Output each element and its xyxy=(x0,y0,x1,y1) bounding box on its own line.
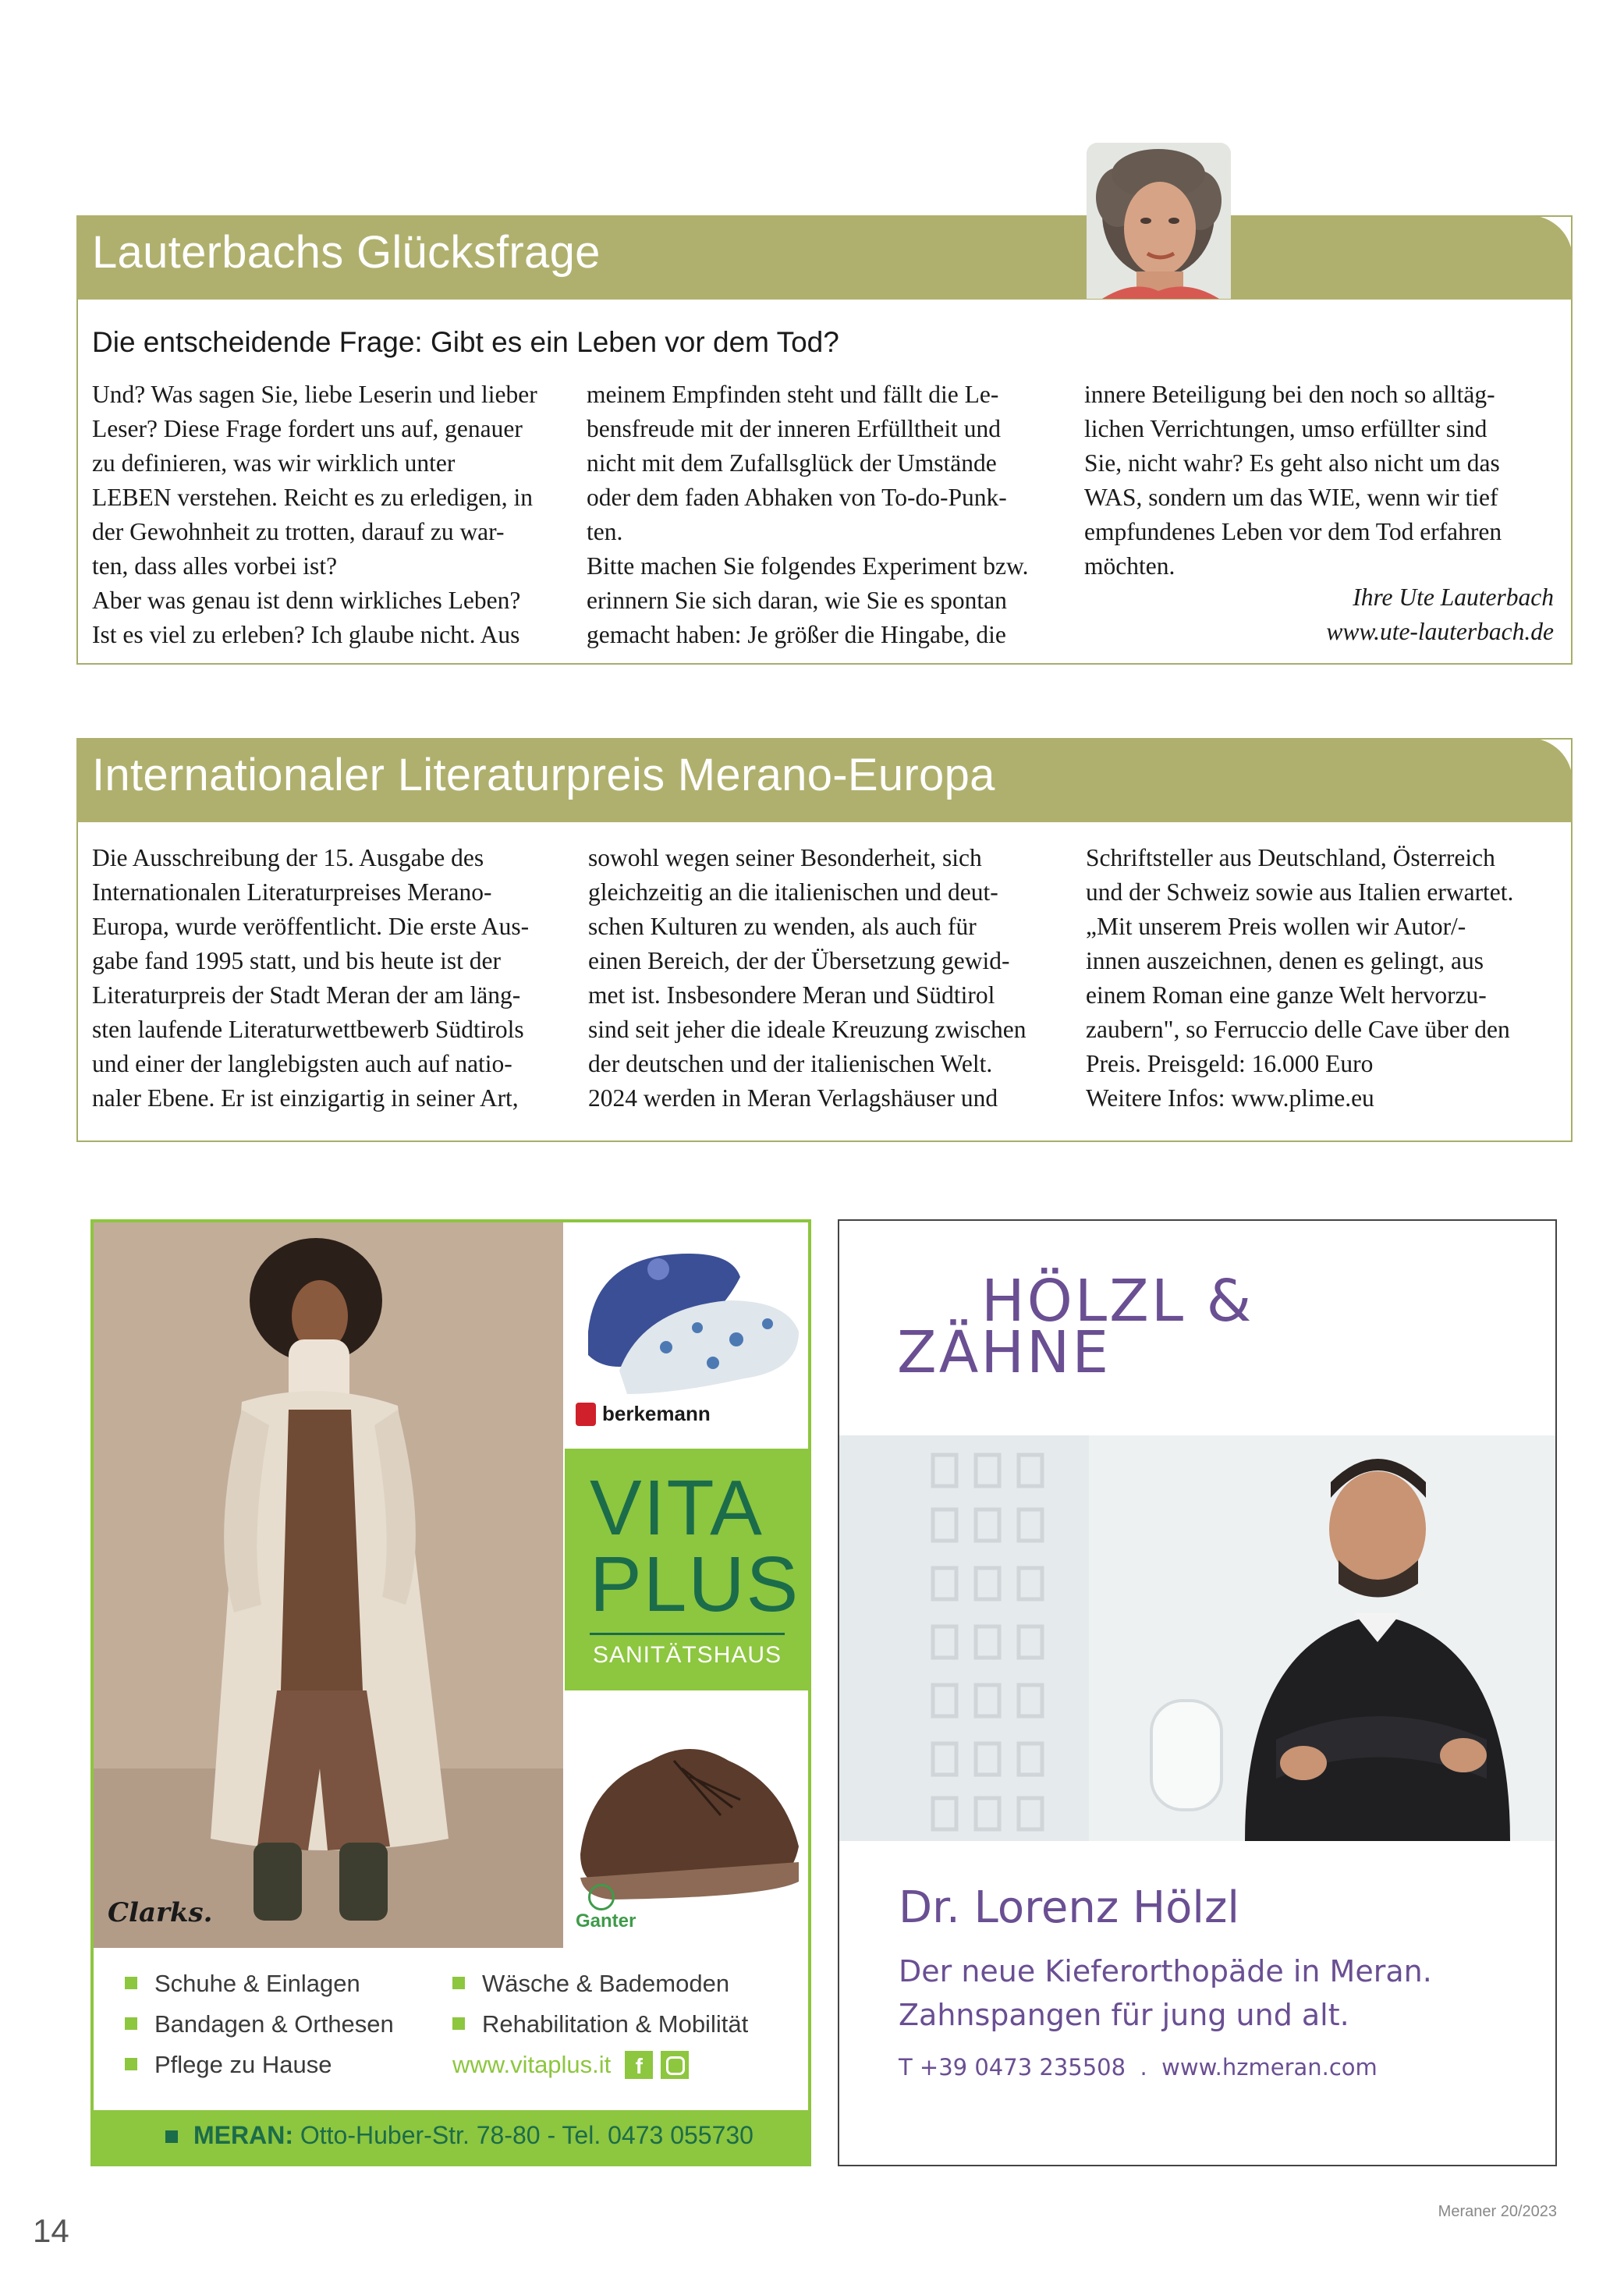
text-line: Preis. Preisgeld: 16.000 Euro xyxy=(1086,1050,1374,1077)
text-line: Leser? Diese Frage fordert uns auf, genauer xyxy=(92,415,523,442)
ganter-label: Ganter xyxy=(576,1910,636,1932)
text-line: gabe fand 1995 statt, und bis heute ist der xyxy=(92,947,502,974)
text-line: meinem Empfinden steht und fällt die Le- xyxy=(587,381,999,408)
page-number: 14 xyxy=(33,2212,69,2249)
ganter-logo xyxy=(576,1884,636,1932)
text-line: LEBEN verstehen. Reicht es zu erledigen, in xyxy=(92,484,534,511)
vitaplus-logo-panel xyxy=(565,1449,808,1690)
fashion-photo xyxy=(94,1222,563,1948)
article1-column-2 xyxy=(587,378,1029,652)
address-city: MERAN: xyxy=(193,2121,293,2149)
issue-label: Meraner 20/2023 xyxy=(1438,2203,1557,2220)
text-line: schen Kulturen zu wenden, als auch für xyxy=(588,913,977,940)
text-line: Literaturpreis der Stadt Meran der am läng- xyxy=(92,981,521,1009)
article-title: Lauterbachs Glücksfrage xyxy=(92,227,601,278)
logo-line1: HÖLZL & xyxy=(981,1268,1254,1335)
contact-line[interactable]: T +39 0473 235508 . www.hzmeran.com xyxy=(899,2054,1378,2081)
product-column xyxy=(565,1222,808,1948)
text-line: nicht mit dem Zufallsglück der Umstände xyxy=(587,449,997,477)
text-line: sten laufende Literaturwettbewerb Südtirols xyxy=(92,1016,524,1043)
text-line: oder dem faden Abhaken von To-do-Punk- xyxy=(587,484,1007,511)
text-line: innere Beteiligung bei den noch so alltäg- xyxy=(1084,381,1495,408)
vitaplus-address-bar xyxy=(94,2110,808,2163)
text-line: Sie, nicht wahr? Es geht also nicht um das xyxy=(1084,449,1500,477)
text-line: lichen Verrichtungen, umso erfüllter sind xyxy=(1084,415,1487,442)
berkemann-logo xyxy=(576,1402,711,1426)
ad-hoelzl-zaehne[interactable] xyxy=(838,1219,1557,2166)
clarks-logo: Clarks. xyxy=(108,1897,213,1928)
article-title: Internationaler Literaturpreis Merano-Europa xyxy=(92,750,995,800)
ad-tagline-1: Der neue Kieferorthopäde in Meran. xyxy=(899,1954,1432,1988)
berkemann-icon xyxy=(576,1403,596,1426)
ad-tagline-2: Zahnspangen für jung und alt. xyxy=(899,1998,1349,2032)
text-line: ten. xyxy=(587,518,623,545)
service-item: Pflege zu Hause xyxy=(125,2045,394,2085)
service-item: Wäsche & Bademoden xyxy=(452,1964,748,2004)
hoelzl-logo xyxy=(897,1268,1254,1386)
web-social-row xyxy=(452,2045,748,2085)
text-line: Und? Was sagen Sie, liebe Leserin und lieber xyxy=(92,381,537,408)
text-line: WAS, sondern um das WIE, wenn wir tief xyxy=(1084,484,1498,511)
service-item: Bandagen & Orthesen xyxy=(125,2004,394,2045)
address-street-phone: Otto-Huber-Str. 78-80 - Tel. 0473 055730 xyxy=(300,2121,753,2149)
berkemann-label: berkemann xyxy=(602,1402,711,1425)
article2-column-1 xyxy=(92,841,529,1116)
text-line: einen Bereich, der der Übersetzung gewid- xyxy=(588,947,1010,974)
text-line: Die Ausschreibung der 15. Ausgabe des xyxy=(92,844,484,871)
service-item: Rehabilitation & Mobilität xyxy=(452,2004,748,2045)
text-line: naler Ebene. Er ist einzigartig in seiner Art, xyxy=(92,1084,519,1112)
text-line: „Mit unserem Preis wollen wir Autor/- xyxy=(1086,913,1466,940)
author-signature: Ihre Ute Lauterbach xyxy=(1353,584,1554,611)
text-line: und der Schweiz sowie aus Italien erwartet. xyxy=(1086,878,1514,906)
author-portrait xyxy=(1087,143,1231,299)
text-line: der deutschen und der italienischen Welt. xyxy=(588,1050,993,1077)
service-item: Schuhe & Einlagen xyxy=(125,1964,394,2004)
text-line: gleichzeitig an die italienischen und deut- xyxy=(588,878,998,906)
article1-column-1 xyxy=(92,378,537,652)
text-line: Ist es viel zu erleben? Ich glaube nicht. Aus xyxy=(92,621,520,648)
text-line: Internationalen Literaturpreises Merano- xyxy=(92,878,492,906)
doctor-photo xyxy=(839,1435,1555,1841)
text-line: Schriftsteller aus Deutschland, Österreich xyxy=(1086,844,1495,871)
text-line: gemacht haben: Je größer die Hingabe, die xyxy=(587,621,1006,648)
text-line: met ist. Insbesondere Meran und Südtirol xyxy=(588,981,995,1009)
text-line: ten, dass alles vorbei ist? xyxy=(92,552,338,580)
vitaplus-logo-line2: PLUS xyxy=(590,1541,800,1628)
services-list-left xyxy=(125,1964,394,2085)
logo-divider xyxy=(590,1633,785,1635)
author-website: www.ute-lauterbach.de xyxy=(1326,618,1554,645)
text-line: erinnern Sie sich daran, wie Sie es spontan xyxy=(587,587,1007,614)
text-line: möchten. xyxy=(1084,552,1175,580)
text-line: einem Roman eine ganze Welt hervorzu- xyxy=(1086,981,1487,1009)
services-list-right xyxy=(452,1964,748,2085)
text-line: Weitere Infos: www.plime.eu xyxy=(1086,1084,1374,1112)
article-header-literaturpreis xyxy=(76,738,1573,822)
text-line: empfundenes Leben vor dem Tod erfahren xyxy=(1084,518,1502,545)
vitaplus-website-link[interactable]: www.vitaplus.it xyxy=(452,2051,612,2078)
doctor-name: Dr. Lorenz Hölzl xyxy=(899,1882,1239,1933)
article2-column-3 xyxy=(1086,841,1513,1116)
text-line: innen auszeichnen, denen es gelingt, aus xyxy=(1086,947,1484,974)
facebook-icon[interactable]: f xyxy=(625,2051,653,2079)
article-header-glucksfrage xyxy=(76,215,1573,300)
text-line: zaubern", so Ferruccio delle Cave über den xyxy=(1086,1016,1510,1043)
text-line: sowohl wegen seiner Besonderheit, sich xyxy=(588,844,982,871)
article-subtitle: Die entscheidende Frage: Gibt es ein Leben vor dem Tod? xyxy=(92,326,839,358)
text-line: Europa, wurde veröffentlicht. Die erste Aus- xyxy=(92,913,530,940)
text-line: zu definieren, was wir wirklich unter xyxy=(92,449,456,477)
ad-vitaplus[interactable] xyxy=(90,1219,811,2166)
text-line: der Gewohnheit zu trotten, darauf zu war- xyxy=(92,518,505,545)
text-line: sind seit jeher die ideale Kreuzung zwischen xyxy=(588,1016,1027,1043)
text-line: 2024 werden in Meran Verlagshäuser und xyxy=(588,1084,998,1112)
text-line: Bitte machen Sie folgendes Experiment bzw. xyxy=(587,552,1029,580)
text-line: und einer der langlebigsten auch auf natio- xyxy=(92,1050,512,1077)
logo-line2: ZÄHNE xyxy=(897,1319,1112,1386)
text-line: Aber was genau ist denn wirkliches Leben? xyxy=(92,587,521,614)
text-line: bensfreude mit der inneren Erfülltheit und xyxy=(587,415,1001,442)
ganter-icon xyxy=(588,1884,615,1910)
address-text xyxy=(193,2121,753,2150)
article2-column-2 xyxy=(588,841,1027,1116)
instagram-icon[interactable] xyxy=(661,2051,689,2079)
vitaplus-logo-tagline: SANITÄTSHAUS xyxy=(593,1642,782,1668)
vitaplus-logo-line1: VITA xyxy=(590,1464,764,1552)
article1-column-3 xyxy=(1084,378,1502,584)
